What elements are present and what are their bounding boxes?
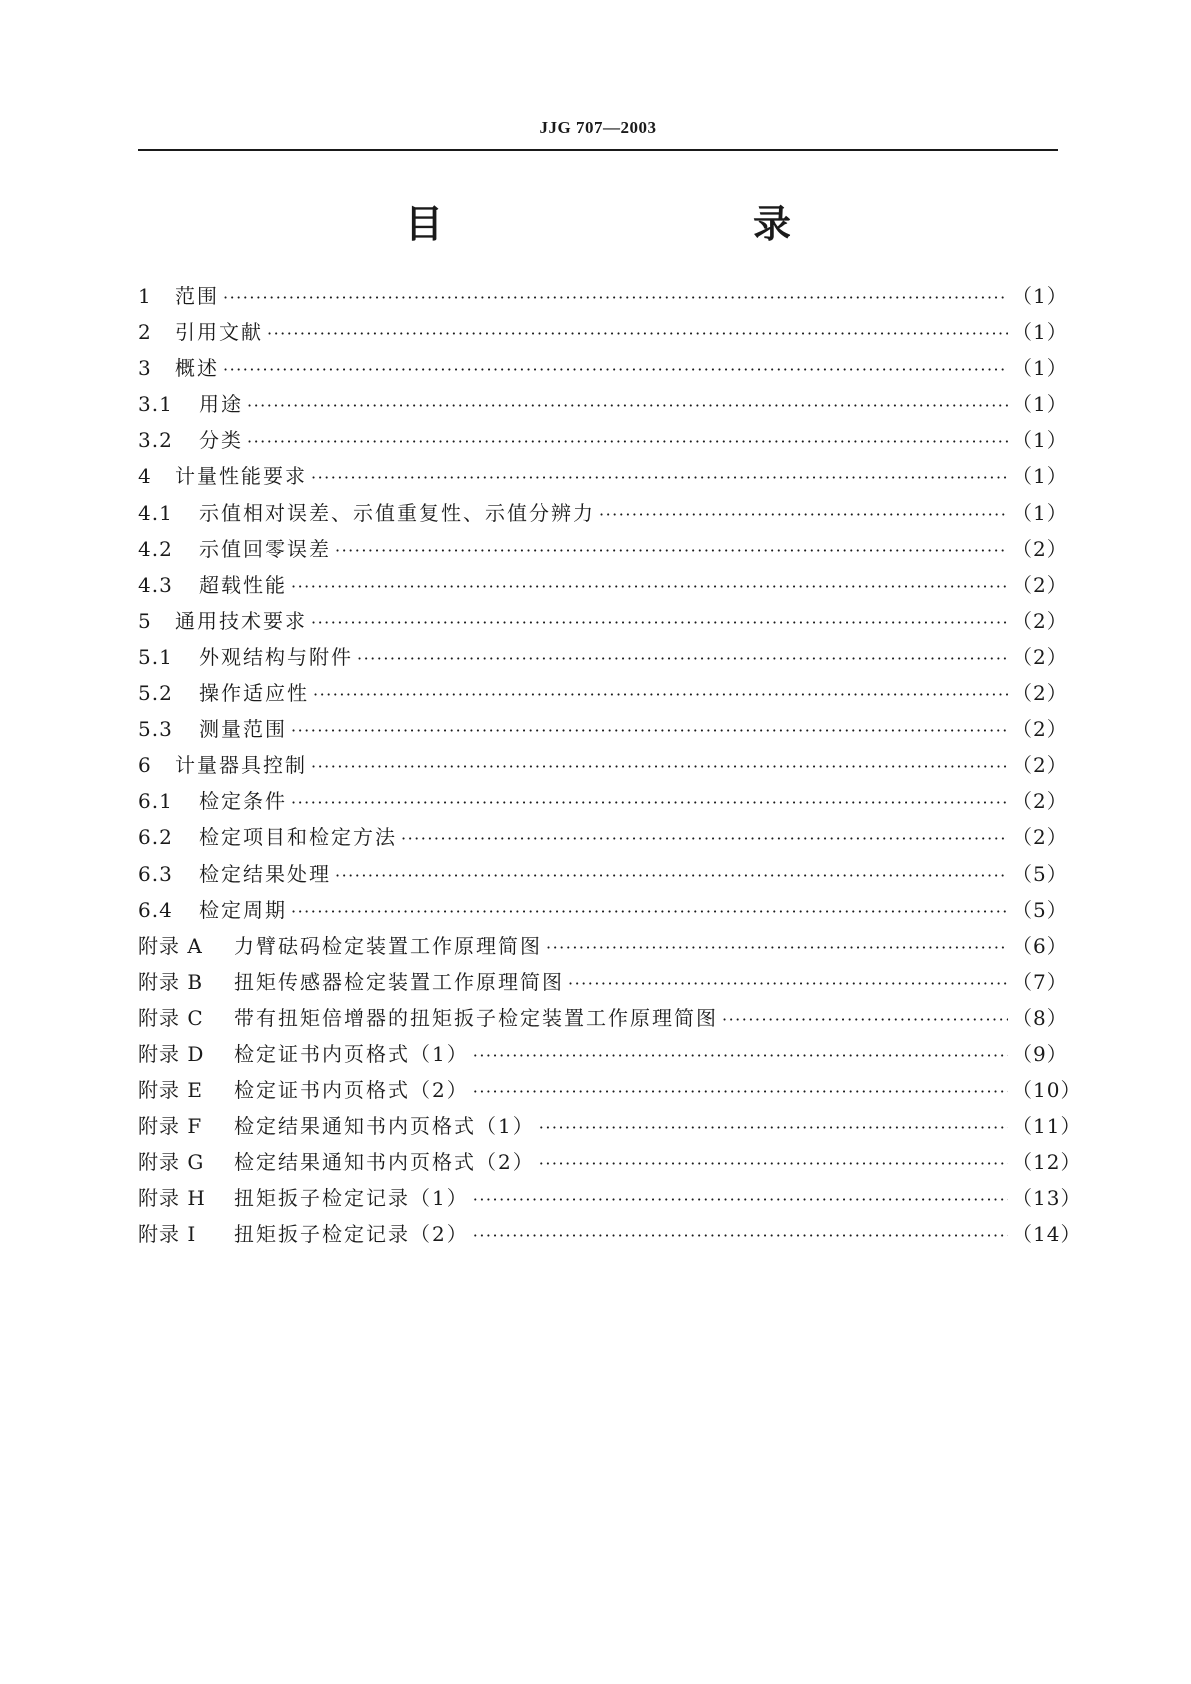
- toc-entry-page: （2）: [1012, 536, 1068, 561]
- toc-entry-page: （1）: [1012, 464, 1068, 489]
- toc-dot-leader: [357, 641, 1008, 677]
- toc-entry[interactable]: [138, 783, 1068, 819]
- toc-entry-title: 检定结果通知书内页格式（1）: [234, 1114, 535, 1139]
- toc-entry[interactable]: [138, 422, 1068, 458]
- toc-entry-number: 附录 A: [138, 933, 203, 958]
- toc-dot-leader: [335, 533, 1008, 569]
- toc-dot-leader: [311, 749, 1008, 785]
- toc-entry-page: （2）: [1012, 789, 1068, 814]
- toc-entry-number: 2: [138, 320, 152, 345]
- toc-entry-page: （2）: [1012, 608, 1068, 633]
- toc-entry-number: 5.2: [138, 681, 173, 706]
- toc-entry[interactable]: [138, 1144, 1082, 1180]
- toc-entry-title: 检定条件: [199, 789, 287, 814]
- toc-dot-leader: [473, 1038, 1008, 1074]
- toc-dot-leader: [291, 569, 1008, 605]
- toc-entry-page: （8）: [1012, 1005, 1068, 1030]
- toc-entry-page: （2）: [1012, 753, 1068, 778]
- toc-dot-leader: [291, 785, 1008, 821]
- toc-dot-leader: [599, 497, 1008, 533]
- toc-dot-leader: [311, 605, 1008, 641]
- toc-entry-page: （5）: [1012, 861, 1068, 886]
- toc-entry-title: 扭矩传感器检定装置工作原理简图: [234, 969, 564, 994]
- toc-entry-title: 带有扭矩倍增器的扭矩扳子检定装置工作原理简图: [234, 1005, 718, 1030]
- toc-entry-number: 5.3: [138, 717, 173, 742]
- page-title: 目 录: [404, 202, 869, 246]
- toc-entry-number: 3.2: [138, 428, 173, 453]
- toc-entry[interactable]: [138, 314, 1068, 350]
- toc-entry-number: 4.1: [138, 500, 173, 525]
- toc-dot-leader: [247, 424, 1008, 460]
- toc-entry-title: 分类: [199, 428, 243, 453]
- toc-entry[interactable]: [138, 278, 1068, 314]
- toc-entry[interactable]: [138, 567, 1068, 603]
- toc-entry[interactable]: [138, 711, 1068, 747]
- toc-entry[interactable]: [138, 603, 1068, 639]
- toc-entry[interactable]: [138, 1036, 1068, 1072]
- toc-entry-title: 扭矩扳子检定记录（2）: [234, 1222, 469, 1247]
- toc-entry-number: 附录 I: [138, 1222, 197, 1247]
- toc-entry[interactable]: [138, 458, 1068, 494]
- toc-entry-page: （2）: [1012, 825, 1068, 850]
- toc-dot-leader: [473, 1182, 1008, 1218]
- toc-entry[interactable]: [138, 819, 1068, 855]
- toc-entry-title: 检定项目和检定方法: [199, 825, 397, 850]
- toc-entry-page: （14）: [1012, 1222, 1082, 1247]
- toc-entry[interactable]: [138, 350, 1068, 386]
- toc-dot-leader: [291, 713, 1008, 749]
- toc-entry-number: 附录 G: [138, 1150, 205, 1175]
- toc-entry-page: （1）: [1012, 356, 1068, 381]
- toc-dot-leader: [722, 1002, 1008, 1038]
- toc-entry-title: 超载性能: [199, 572, 287, 597]
- toc-dot-leader: [539, 1146, 1008, 1182]
- toc-entry-title: 概述: [175, 356, 219, 381]
- toc-dot-leader: [313, 677, 1008, 713]
- toc-dot-leader: [473, 1218, 1008, 1254]
- toc-entry[interactable]: [138, 1072, 1082, 1108]
- toc-dot-leader: [223, 352, 1008, 388]
- toc-entry-number: 3: [138, 356, 152, 381]
- toc-entry-page: （13）: [1012, 1186, 1082, 1211]
- toc-entry-title: 测量范围: [199, 717, 287, 742]
- toc-entry-title: 力臂砝码检定装置工作原理简图: [234, 933, 542, 958]
- toc-entry-title: 外观结构与附件: [199, 644, 353, 669]
- header-divider: [138, 149, 1058, 151]
- toc-dot-leader: [335, 858, 1008, 894]
- toc-entry-page: （5）: [1012, 897, 1068, 922]
- toc-entry-title: 范围: [175, 284, 219, 308]
- toc-entry-number: 附录 E: [138, 1078, 203, 1103]
- toc-entry-number: 附录 H: [138, 1186, 206, 1211]
- toc-dot-leader: [311, 460, 1008, 496]
- toc-entry-page: （2）: [1012, 717, 1068, 742]
- toc-entry[interactable]: [138, 856, 1068, 892]
- toc-entry-page: （1）: [1012, 392, 1068, 417]
- toc-entry-title: 引用文献: [175, 320, 263, 345]
- toc-dot-leader: [546, 930, 1008, 966]
- toc-dot-leader: [473, 1074, 1008, 1110]
- toc-dot-leader: [223, 280, 1008, 316]
- toc-entry-title: 计量性能要求: [175, 464, 307, 489]
- toc-entry-page: （1）: [1012, 428, 1068, 453]
- table-of-contents: [138, 278, 1082, 1253]
- toc-entry-number: 6.4: [138, 897, 173, 922]
- toc-entry-title: 检定结果通知书内页格式（2）: [234, 1150, 535, 1175]
- toc-entry-number: 6.1: [138, 789, 173, 814]
- toc-entry-page: （11）: [1012, 1114, 1082, 1139]
- toc-entry-title: 操作适应性: [199, 681, 309, 706]
- toc-entry-title: 示值相对误差、示值重复性、示值分辨力: [199, 500, 595, 525]
- toc-entry-number: 4: [138, 464, 152, 489]
- toc-entry-title: 示值回零误差: [199, 536, 331, 561]
- toc-entry-page: （9）: [1012, 1041, 1068, 1066]
- toc-entry-title: 扭矩扳子检定记录（1）: [234, 1186, 469, 1211]
- toc-dot-leader: [568, 966, 1008, 1002]
- toc-entry-number: 6.3: [138, 861, 173, 886]
- toc-entry-title: 检定证书内页格式（2）: [234, 1078, 469, 1103]
- toc-entry[interactable]: [138, 1180, 1082, 1216]
- toc-entry-title: 检定证书内页格式（1）: [234, 1041, 469, 1066]
- toc-entry[interactable]: [138, 639, 1068, 675]
- toc-entry-number: 4.2: [138, 536, 173, 561]
- toc-entry-page: （12）: [1012, 1150, 1082, 1175]
- toc-entry-number: 附录 B: [138, 969, 204, 994]
- toc-entry[interactable]: [138, 928, 1068, 964]
- toc-entry[interactable]: [138, 675, 1068, 711]
- toc-entry-number: 3.1: [138, 392, 173, 417]
- toc-entry-number: 附录 D: [138, 1041, 205, 1066]
- toc-entry[interactable]: [138, 747, 1068, 783]
- toc-dot-leader: [247, 388, 1008, 424]
- toc-entry-number: 5.1: [138, 644, 173, 669]
- toc-entry-title: 检定周期: [199, 897, 287, 922]
- toc-entry-title: 计量器具控制: [175, 753, 307, 778]
- toc-entry-title: 通用技术要求: [175, 608, 307, 633]
- toc-entry-page: （1）: [1012, 284, 1068, 308]
- toc-entry-number: 6: [138, 753, 152, 778]
- toc-entry-title: 用途: [199, 392, 243, 417]
- toc-entry-number: 附录 F: [138, 1114, 203, 1139]
- toc-entry-number: 附录 C: [138, 1005, 204, 1030]
- toc-entry-page: （2）: [1012, 644, 1068, 669]
- toc-entry-page: （10）: [1012, 1078, 1082, 1103]
- toc-entry[interactable]: [138, 531, 1068, 567]
- toc-entry-page: （1）: [1012, 320, 1068, 345]
- toc-entry-number: 5: [138, 608, 152, 633]
- toc-entry[interactable]: [138, 1216, 1082, 1252]
- toc-entry-number: 1: [138, 284, 152, 308]
- toc-entry-page: （1）: [1012, 500, 1068, 525]
- toc-entry-page: （2）: [1012, 572, 1068, 597]
- toc-entry[interactable]: [138, 892, 1068, 928]
- toc-entry-page: （2）: [1012, 681, 1068, 706]
- toc-dot-leader: [539, 1110, 1008, 1146]
- toc-entry-page: （7）: [1012, 969, 1068, 994]
- toc-entry[interactable]: [138, 386, 1068, 422]
- toc-entry-page: （6）: [1012, 933, 1068, 958]
- document-code-header: JJG 707—2003: [539, 118, 657, 137]
- toc-entry-title: 检定结果处理: [199, 861, 331, 886]
- toc-dot-leader: [267, 316, 1008, 352]
- toc-dot-leader: [401, 821, 1008, 857]
- toc-entry[interactable]: [138, 964, 1068, 1000]
- toc-entry[interactable]: [138, 1000, 1068, 1036]
- toc-entry-number: 4.3: [138, 572, 173, 597]
- toc-entry[interactable]: [138, 1108, 1082, 1144]
- toc-dot-leader: [291, 894, 1008, 930]
- toc-entry-number: 6.2: [138, 825, 173, 850]
- toc-entry[interactable]: [138, 495, 1068, 531]
